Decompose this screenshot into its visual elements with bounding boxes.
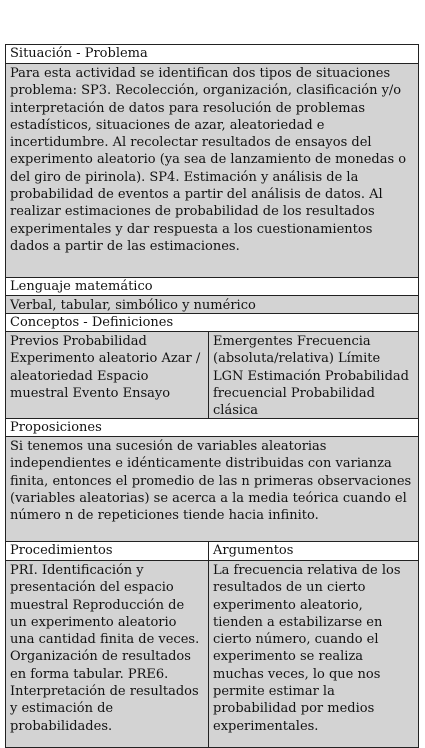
- proposiciones-text: Si tenemos una sucesión de variables aleatorias independientes e idénticamente distribuidas con varianza finita, entonces el promedio de las n primeras observaciones (variables aleatorias) se acerca a la media teórica cuando el número n de repeticiones tiende hacia infinito.: [6, 436, 418, 541]
- procedimientos-argumentos-header-row: [6, 541, 418, 560]
- argumentos-header: Argumentos: [209, 542, 418, 560]
- conceptos-emergentes: Emergentes Frecuencia (absoluta/relativa) Límite LGN Estimación Probabilidad frecuencial Probabilidad clásica: [209, 332, 418, 418]
- conceptos-header: Conceptos - Definiciones: [6, 313, 418, 331]
- procedimientos-text: PRI. Identificación y presentación del espacio muestral Reproducción de un experimento aleatorio una cantidad finita de veces. Organización de resultados en forma tabular. PRE6. Interpretación de resultados y estimación de probabilidades.: [6, 561, 209, 747]
- lenguaje-text: Verbal, tabular, simbólico y numérico: [6, 295, 418, 313]
- argumentos-text: La frecuencia relativa de los resultados de un cierto experimento aleatorio, tienden a estabilizarse en cierto número, cuando el experimento se realiza muchas veces, lo que nos permite estimar la probabilidad por medios experimentales.: [209, 561, 418, 747]
- conceptos-row: [6, 331, 418, 418]
- lenguaje-header: Lenguaje matemático: [6, 277, 418, 295]
- didactic-table: [5, 44, 419, 748]
- proposiciones-header: Proposiciones: [6, 418, 418, 436]
- procedimientos-argumentos-row: [6, 560, 418, 747]
- situacion-header: Situación - Problema: [6, 45, 418, 63]
- situacion-text: Para esta actividad se identifican dos tipos de situaciones problema: SP3. Recolección, organización, clasificación y/o interpretación de datos para resolución de problemas estadísticos, situaciones de azar, aleatoriedad e incertidumbre. Al recolectar resultados de ensayos del experimento aleatorio (ya sea de lanzamiento de monedas o del giro de pirinola). SP4. Estimación y análisis de la probabilidad de eventos a partir del análisis de datos. Al realizar estimaciones de probabilidad de los resultados experimentales y dar respuesta a los cuestionamientos dados a partir de las estimaciones.: [6, 63, 418, 277]
- procedimientos-header: Procedimientos: [6, 542, 209, 560]
- conceptos-previos: Previos Probabilidad Experimento aleatorio Azar / aleatoriedad Espacio muestral Evento Ensayo: [6, 332, 209, 418]
